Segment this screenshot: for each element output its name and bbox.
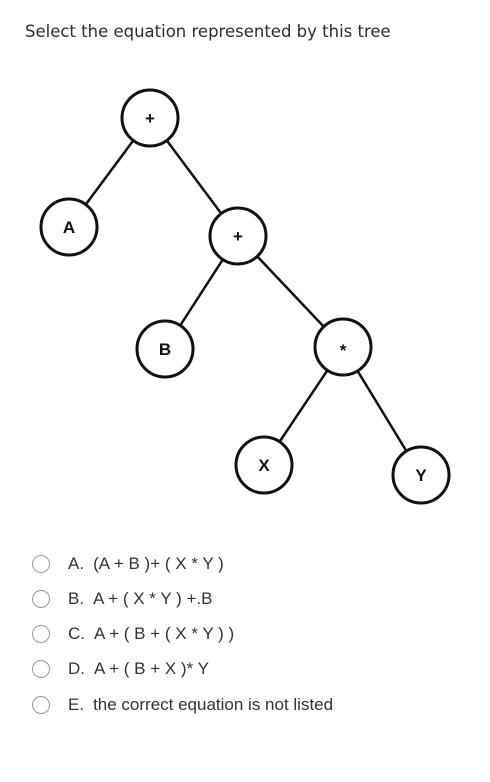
option-letter: C. — [68, 624, 85, 643]
radio-button[interactable] — [32, 625, 50, 643]
option-letter: B. — [68, 589, 85, 608]
node-plus-label: + — [233, 227, 243, 246]
option-text: (A + B )+ ( X * Y ) — [93, 554, 224, 573]
option-c[interactable] — [32, 622, 234, 646]
option-letter: A. — [68, 554, 85, 573]
option-letter: D. — [68, 659, 85, 678]
option-a[interactable] — [32, 552, 224, 576]
node-b-label: B — [158, 340, 172, 359]
radio-button[interactable] — [32, 660, 50, 678]
node-star-label: * — [339, 341, 347, 360]
node-a-label: A — [62, 218, 76, 237]
option-text: the correct equation is not listed — [93, 695, 334, 714]
option-e[interactable] — [32, 693, 333, 717]
radio-button[interactable] — [32, 590, 50, 608]
option-text: A + ( X * Y ) +.B — [93, 589, 213, 608]
option-text: A + ( B + ( X * Y ) ) — [94, 624, 235, 643]
question-text: Select the equation represented by this tree — [25, 22, 391, 41]
node-y-label: Y — [415, 466, 427, 485]
option-text: A + ( B + X )* Y — [94, 659, 209, 678]
option-d[interactable] — [32, 657, 209, 681]
option-letter: E. — [68, 695, 85, 714]
node-x-label: X — [258, 456, 270, 475]
option-b[interactable] — [32, 587, 212, 611]
node-root-label: + — [145, 109, 155, 128]
radio-button[interactable] — [32, 696, 50, 714]
radio-button[interactable] — [32, 555, 50, 573]
